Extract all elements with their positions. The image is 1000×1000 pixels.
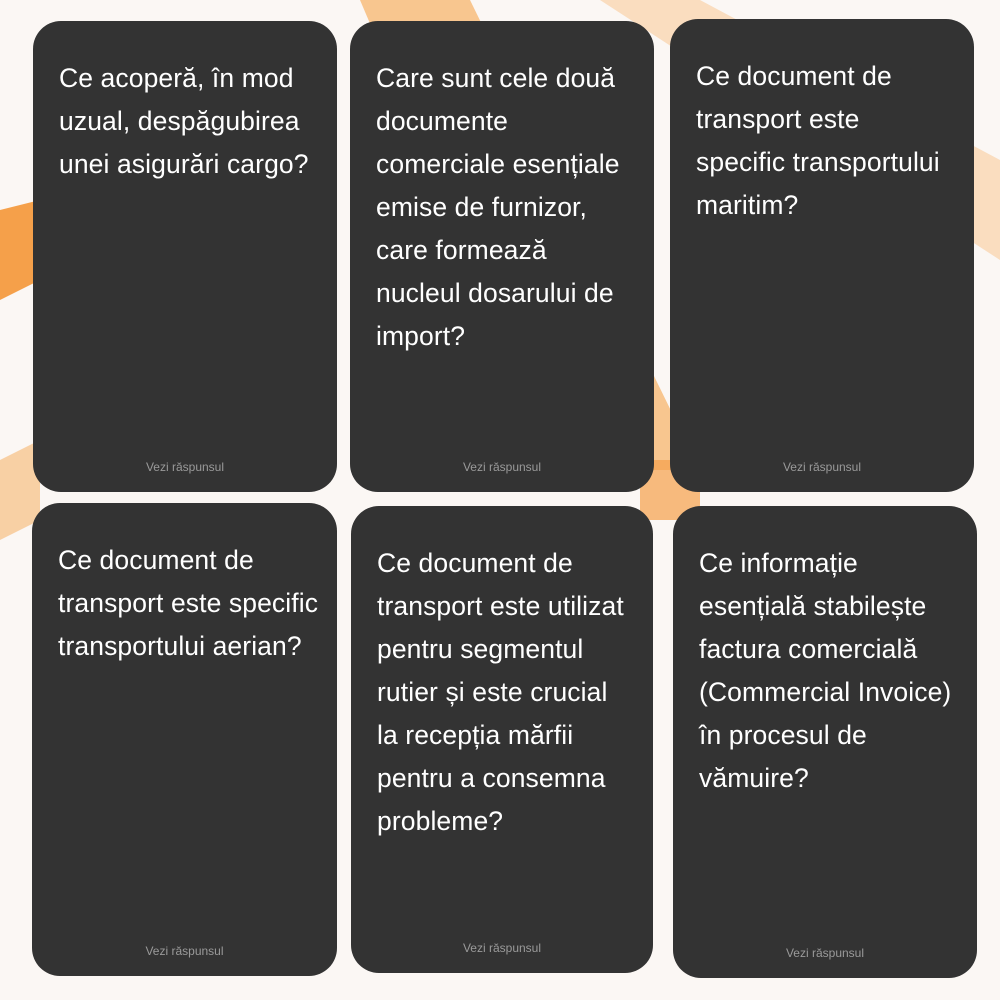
view-answer-link[interactable]: Vezi răspunsul [145,944,224,958]
flashcard-3[interactable] [670,19,974,492]
view-answer-link[interactable]: Vezi răspunsul [782,460,862,474]
flashcard-question: Ce informație esențială stabilește factura comercială (Commercial Invoice) în procesul de vămuire? [699,548,952,793]
flashcard-question: Ce document de transport este specific transportului aerian? [58,545,319,661]
flashcard-2[interactable] [350,21,654,492]
flashcard-6[interactable] [673,506,977,978]
view-answer-link[interactable]: Vezi răspunsul [785,946,865,960]
flashcard-question: Ce document de transport este specific transportului maritim? [696,61,940,220]
flashcard-5[interactable] [351,506,653,973]
view-answer-link[interactable]: Vezi răspunsul [145,460,225,474]
flashcard-question: Care sunt cele două documente comerciale esențiale emise de furnizor, care formează nucleul dosarului de import? [376,63,620,351]
flashcard-4[interactable] [32,503,337,976]
flashcard-question: Ce document de transport este utilizat pentru segmentul rutier și este crucial la recepția mărfii pentru a consemna probleme? [377,548,624,836]
view-answer-link[interactable]: Vezi răspunsul [462,460,542,474]
flashcard-question: Ce acoperă, în mod uzual, despăgubirea unei asigurări cargo? [59,63,309,179]
flashcard-1[interactable] [33,21,337,492]
view-answer-link[interactable]: Vezi răspunsul [462,941,542,955]
